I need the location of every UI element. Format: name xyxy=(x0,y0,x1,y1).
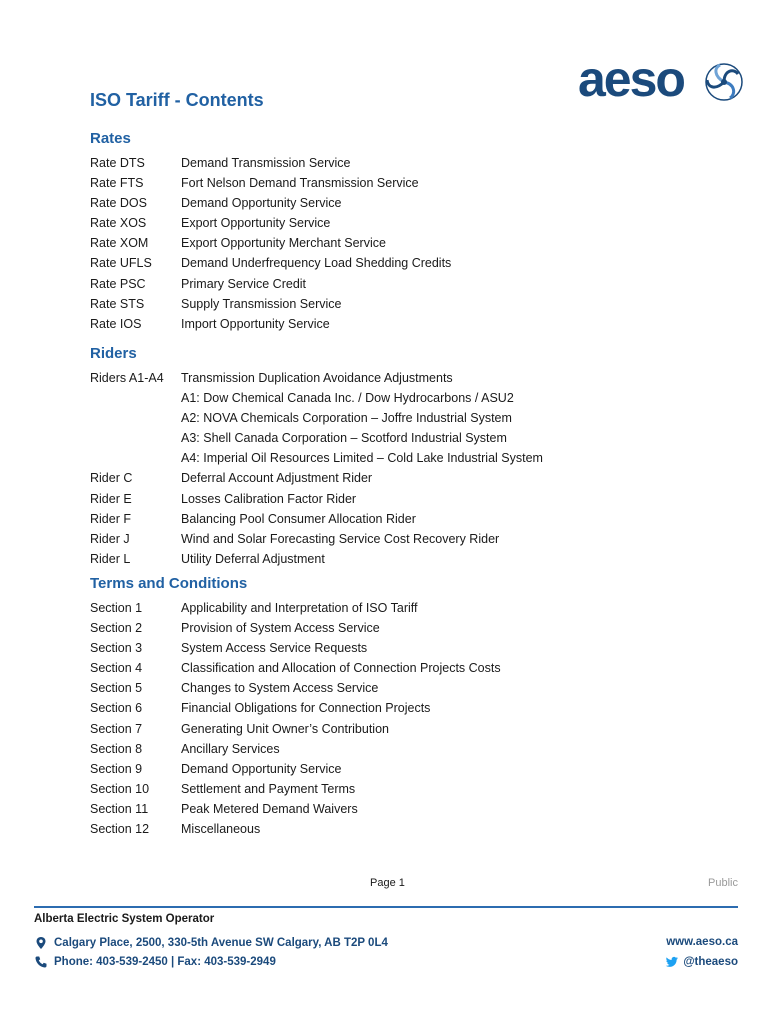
item-description: Ancillary Services xyxy=(181,741,280,756)
item-code: Section 8 xyxy=(90,741,143,756)
item-description: Export Opportunity Merchant Service xyxy=(181,236,386,251)
section-heading-riders: Riders xyxy=(90,345,137,362)
footer-divider xyxy=(34,906,738,908)
item-description: A1: Dow Chemical Canada Inc. / Dow Hydrocarbons / ASU2 xyxy=(181,391,514,406)
list-item xyxy=(90,719,730,739)
website-link[interactable]: www.aeso.ca xyxy=(666,936,738,948)
page-number: Page 1 xyxy=(370,877,405,889)
footer-organization: Alberta Electric System Operator xyxy=(34,913,215,925)
footer-twitter xyxy=(665,955,738,969)
list-item xyxy=(90,598,730,618)
list-item xyxy=(90,779,730,799)
item-description: Export Opportunity Service xyxy=(181,216,331,231)
list-item xyxy=(90,468,730,488)
item-description: Financial Obligations for Connection Projects xyxy=(181,701,431,716)
item-description: Generating Unit Owner’s Contribution xyxy=(181,721,389,736)
item-description: Transmission Duplication Avoidance Adjustments xyxy=(181,371,453,385)
list-item xyxy=(90,428,730,448)
list-item xyxy=(90,678,730,698)
item-description: Balancing Pool Consumer Allocation Rider xyxy=(181,511,416,526)
item-code: Rider C xyxy=(90,471,133,486)
item-description: Peak Metered Demand Waivers xyxy=(181,801,358,816)
item-description: Wind and Solar Forecasting Service Cost Recovery Rider xyxy=(181,531,500,546)
list-item xyxy=(90,388,730,408)
list-item xyxy=(90,314,730,334)
phone-icon xyxy=(34,955,48,969)
riders-list xyxy=(90,368,730,569)
list-item xyxy=(90,489,730,509)
section-heading-rates: Rates xyxy=(90,130,131,147)
aeso-logo xyxy=(578,51,748,108)
list-item xyxy=(90,173,730,193)
item-description: Utility Deferral Adjustment xyxy=(181,551,325,566)
item-description: Demand Underfrequency Load Shedding Credits xyxy=(181,256,452,271)
terms-list xyxy=(90,598,730,839)
list-item xyxy=(90,638,730,658)
item-code: Section 6 xyxy=(90,701,143,716)
item-code: Section 9 xyxy=(90,761,143,776)
item-code: Rate PSC xyxy=(90,276,146,291)
rates-list xyxy=(90,153,730,334)
item-description: Settlement and Payment Terms xyxy=(181,781,356,796)
list-item xyxy=(90,618,730,638)
item-description: System Access Service Requests xyxy=(181,641,368,656)
item-code: Rate DOS xyxy=(90,196,147,211)
item-code: Rate XOM xyxy=(90,236,149,251)
item-code: Section 12 xyxy=(90,822,150,837)
item-description: A3: Shell Canada Corporation – Scotford Industrial System xyxy=(181,431,507,446)
footer-phone xyxy=(34,955,276,969)
item-description: A4: Imperial Oil Resources Limited – Cold Lake Industrial System xyxy=(181,451,543,466)
section-heading-terms: Terms and Conditions xyxy=(90,575,248,592)
footer-website xyxy=(666,936,738,948)
item-code: Rate FTS xyxy=(90,176,144,191)
item-code xyxy=(90,408,181,428)
item-description: Supply Transmission Service xyxy=(181,296,342,311)
item-code: Section 1 xyxy=(90,601,143,615)
list-item xyxy=(90,819,730,839)
item-code: Section 7 xyxy=(90,721,143,736)
item-description: Deferral Account Adjustment Rider xyxy=(181,471,373,486)
item-description: Import Opportunity Service xyxy=(181,316,330,331)
item-code xyxy=(90,448,181,468)
item-code: Rider E xyxy=(90,491,132,506)
item-description: Demand Transmission Service xyxy=(181,156,351,170)
item-description: Changes to System Access Service xyxy=(181,681,379,696)
item-code: Section 4 xyxy=(90,661,143,676)
logo-wordmark: aeso xyxy=(578,51,684,107)
item-code: Rider J xyxy=(90,531,130,546)
list-item xyxy=(90,448,730,468)
list-item xyxy=(90,509,730,529)
list-item xyxy=(90,193,730,213)
location-pin-icon xyxy=(34,936,48,950)
list-item xyxy=(90,529,730,549)
item-code: Rider F xyxy=(90,511,131,526)
item-description: Demand Opportunity Service xyxy=(181,196,342,211)
list-item xyxy=(90,213,730,233)
list-item xyxy=(90,233,730,253)
list-item xyxy=(90,274,730,294)
item-code: Riders A1-A4 xyxy=(90,371,164,385)
item-code xyxy=(90,428,181,448)
list-item xyxy=(90,253,730,273)
item-description: Losses Calibration Factor Rider xyxy=(181,491,357,506)
item-code: Rate IOS xyxy=(90,316,142,331)
item-code: Rate STS xyxy=(90,296,145,311)
twitter-handle[interactable]: @theaeso xyxy=(683,956,738,968)
footer-address xyxy=(34,936,388,950)
item-description: Demand Opportunity Service xyxy=(181,761,342,776)
item-code: Section 2 xyxy=(90,621,143,636)
address-text: Calgary Place, 2500, 330-5th Avenue SW Calgary, AB T2P 0L4 xyxy=(54,937,388,949)
item-description: Classification and Allocation of Connection Projects Costs xyxy=(181,661,501,676)
item-code: Rate DTS xyxy=(90,156,145,170)
list-item xyxy=(90,759,730,779)
item-code: Rate UFLS xyxy=(90,256,152,271)
twitter-bird-icon xyxy=(665,955,679,969)
list-item xyxy=(90,408,730,428)
page-title: ISO Tariff - Contents xyxy=(90,90,264,110)
list-item xyxy=(90,658,730,678)
phone-text: Phone: 403-539-2450 | Fax: 403-539-2949 xyxy=(54,956,276,968)
list-item xyxy=(90,698,730,718)
list-item xyxy=(90,368,730,388)
item-description: Applicability and Interpretation of ISO Tariff xyxy=(181,601,418,615)
item-description: Fort Nelson Demand Transmission Service xyxy=(181,176,419,191)
item-code: Section 5 xyxy=(90,681,143,696)
list-item xyxy=(90,294,730,314)
item-description: A2: NOVA Chemicals Corporation – Joffre Industrial System xyxy=(181,411,512,426)
turbine-swirl-icon xyxy=(704,62,744,102)
item-description: Primary Service Credit xyxy=(181,276,307,291)
item-code: Section 3 xyxy=(90,641,143,656)
list-item xyxy=(90,549,730,569)
item-code: Section 11 xyxy=(90,801,149,816)
classification-label: Public xyxy=(708,877,738,889)
item-code xyxy=(90,388,181,408)
item-description: Provision of System Access Service xyxy=(181,621,380,636)
list-item xyxy=(90,799,730,819)
item-code: Rider L xyxy=(90,551,131,566)
list-item xyxy=(90,153,730,173)
item-code: Rate XOS xyxy=(90,216,147,231)
list-item xyxy=(90,739,730,759)
item-code: Section 10 xyxy=(90,781,150,796)
item-description: Miscellaneous xyxy=(181,822,261,837)
